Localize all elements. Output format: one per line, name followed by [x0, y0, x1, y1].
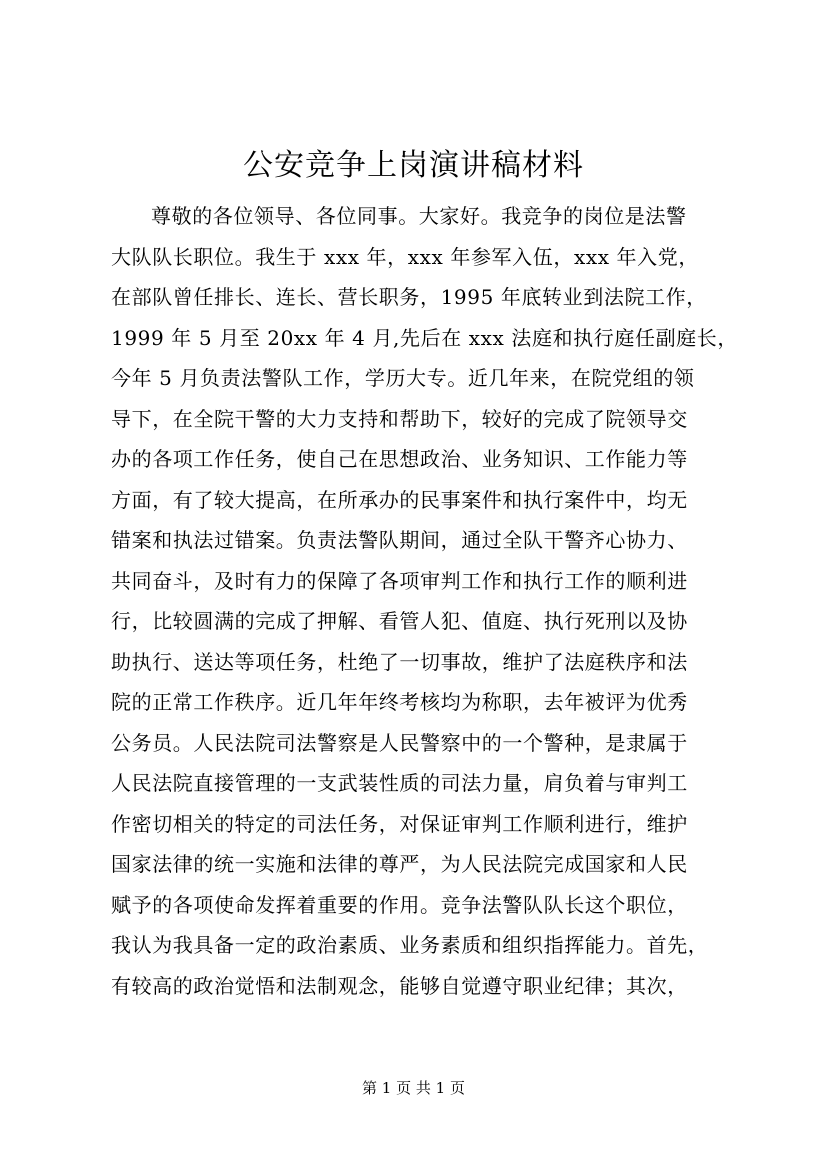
body-line: 共同奋斗，及时有力的保障了各项审判工作和执行工作的顺利进: [111, 568, 688, 593]
body-line: 赋予的各项使命发挥着重要的作用。竞争法警队队长这个职位，: [111, 892, 688, 917]
body-line: 在部队曾任排长、连长、营长职务，1995 年底转业到法院工作，: [111, 285, 707, 309]
body-line: 国家法律的统一实施和法律的尊严，为人民法院完成国家和人民: [111, 852, 688, 876]
body-line: 公务员。人民法院司法警察是人民警察中的一个警种，是隶属于: [111, 730, 688, 755]
body-line: 今年 5 月负责法警队工作，学历大专。近几年来，在院党组的领: [111, 366, 695, 390]
body-line: 办的各项工作任务，使自己在思想政治、业务知识、工作能力等: [111, 447, 688, 471]
body-line: 院的正常工作秩序。近几年年终考核均为称职，去年被评为优秀: [111, 690, 688, 714]
body-line: 错案和执法过错案。负责法警队期间，通过全队干警齐心协力、: [111, 528, 688, 552]
body-line: 我认为我具备一定的政治素质、业务素质和组织指挥能力。首先，: [111, 933, 709, 957]
body-line: 导下，在全院干警的大力支持和帮助下，较好的完成了院领导交: [111, 406, 688, 431]
body-line: 大队队长职位。我生于 xxx 年，xxx 年参军入伍，xxx 年入党，: [111, 244, 699, 269]
document-title: 公安竞争上岗演讲稿材料: [243, 148, 584, 183]
body-line: 行，比较圆满的完成了押解、看管人犯、值庭、执行死刑以及协: [111, 609, 688, 633]
body-line: 助执行、送达等项任务，杜绝了一切事故，维护了法庭秩序和法: [111, 649, 688, 674]
body-line: 作密切相关的特定的司法任务，对保证审判工作顺利进行，维护: [111, 811, 688, 836]
body-line: 人民法院直接管理的一支武装性质的司法力量，肩负着与审判工: [111, 771, 688, 795]
body-line: 1999 年 5 月至 20xx 年 4 月,先后在 xxx 法庭和执行庭任副庭长，: [111, 325, 738, 350]
body-line: 方面，有了较大提高，在所承办的民事案件和执行案件中，均无: [111, 487, 688, 512]
body-line: 有较高的政治觉悟和法制观念，能够自觉遵守职业纪律；其次，: [111, 973, 688, 998]
body-line: 尊敬的各位领导、各位同事。大家好。我竞争的岗位是法警: [151, 204, 687, 228]
page-number-footer: 第 1 页 共 1 页: [362, 1079, 465, 1097]
document-body: [111, 196, 741, 1006]
